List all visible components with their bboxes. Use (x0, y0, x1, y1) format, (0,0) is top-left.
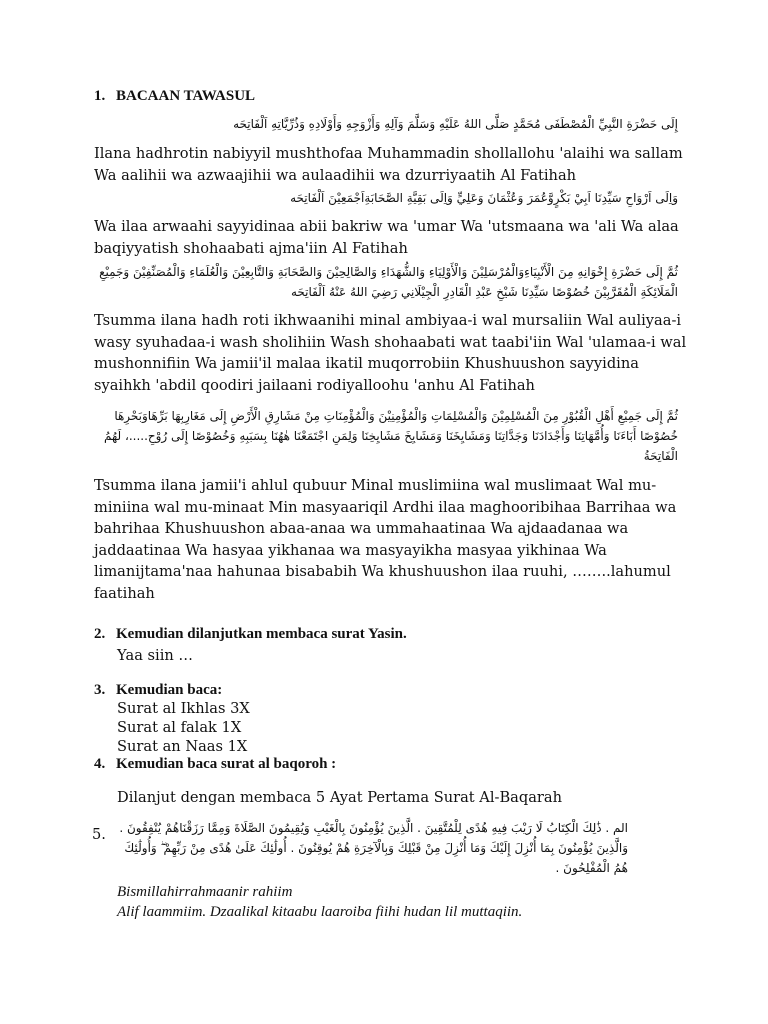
transliteration-block-4: Tsumma ilana jamii'i ahlul qubuur Minal muslimiina wal muslimaat Wal mu-miniina wal mu-minaat Min masyaariqil Ardhi ilaa maghooribihaa Barrihaa wa bahrihaa Khushuushon abaa-anaa wa ummahaatinaa Wa ajdaadanaa wa jaddaatinaa Wa hasyaa yikhanaa wa masyayikha masyaa yikhinaa Wa limanijtama'naa hahunaa bisababih Wa khushuushon ilaa ruuhi, ……..lahumul faatihah (94, 477, 677, 602)
italic-line-2: Alif laammiim. Dzaalikal kitaabu laaroiba fiihi hudan lil muttaqiin. (117, 904, 523, 920)
section-4-number: 4. (94, 756, 106, 772)
transliteration-block-2: Wa ilaa arwaahi sayyidinaa abii bakriw wa 'umar Wa 'utsmaana wa 'ali Wa alaa baqiyyatish shohaabati ajma'iin Al Fatihah (94, 218, 679, 257)
italic-line-1: Bismillahirrahmaanir rahiim (117, 884, 293, 900)
arabic-block-4: ثُمَّ إِلَى جَمِيْعِ أَهْلِ الْقُبُوْرِ مِنَ الْمُسْلِمِيْنَ وَالْمُسْلِمَاتِ وَالْمُؤْمِنِيْنَ وَالْمُؤْمِنَاتِ مِنْ مَشَارِقِ الْأَرْضِ إِلَى مَغَارِبِهَا بَرِّهَاوَبَحْرِهَا خُصُوْصًا أَبَاءَنَا وَأُمَّهَاتِنَا وَأَجْدَادَنَا وَجَدَّاتِنَا وَمَشَايِخَنَا وَمَشَايِخَ مَشَايِخِنَا وَلِمَنِ اجْتَمَعْنَا هٰهُنَا بِسَبَبِهِ وَخُصُوْصًا إِلَى رُوْحِ.....، لَهُمُ الْفَاتِحَةُ (103, 409, 678, 463)
transliteration-block-1: Ilana hadhrotin nabiyyil mushthofaa Muhammadin shollallohu 'alaihi wa sallam Wa aalihii wa azwaajihii wa aulaadihii wa dzurriyaatih Al Fatihah (94, 145, 683, 184)
section-1-heading (94, 88, 255, 105)
transliteration-block-3: Tsumma ilana hadh roti ikhwaanihi minal ambiyaa-i wal mursaliin Wal auliyaa-i wasy syuhadaa-i wash sholihiin Wash shohaabati wat taabi'iin Wal 'ulamaa-i wal mushonnifiin Wa jamii'il malaa ikatil muqorrobiin Khushuushon sayyidina syaihkh 'abdil qoodiri jailaani rodiyalloohu 'anhu Al Fatihah (94, 312, 687, 394)
list-item: Surat an Naas 1X (117, 738, 248, 755)
section-3-title: Kemudian baca: (116, 682, 223, 698)
section-2-number: 2. (94, 626, 106, 642)
list-item: Surat al Ikhlas 3X (117, 700, 250, 717)
arabic-block-3: ثُمَّ إِلَى حَضْرَةِ إِخْوَانِهِ مِنَ الْأَنْبِيَاءِوَالْمُرْسَلِيْنَ وَالْأَوْلِيَاءِ وَالشُّهَدَاءِ وَالصَّالِحِيْنَ وَالصَّحَابَةِ وَالتَّابِعِيْنَ وَالْعُلَمَاءِ وَالْمُصَنِّفِيْنَ وَجَمِيْعِ الْمَلَائِكَةِ الْمُقَرَّبِيْنَ خُصُوْصًا سَيِّدِنَا شَيْخِ عَبْدِ الْقَادِرِ الْجِيْلَانِي رَضِيَ اللهُ عَنْهُ اَلْفَاتِحَه (99, 265, 678, 299)
section-5-number: 5. (92, 826, 106, 843)
section-2-heading (94, 626, 407, 643)
section-1-number: 1. (94, 88, 106, 104)
section-2-title: Kemudian dilanjutkan membaca surat Yasin. (116, 626, 407, 642)
section-4-heading (94, 756, 336, 773)
section-2-sub: Yaa siin … (117, 647, 193, 664)
list-item: Surat al falak 1X (117, 719, 242, 736)
section-4-title: Kemudian baca surat al baqoroh : (116, 756, 337, 772)
arabic-block-2: وَاِلَى اَرْوَاحِ سَيِّدِنَا اَبِيْ بَكْرٍوَّعُمَرَ وَعُثْمَانَ وَعَلِيٍّ وَاِلَى بَقِيَّةِ الصَّحَابَةِاَجْمَعِيْنَ اَلْفَاتِحَه (290, 191, 678, 205)
section-3-heading (94, 682, 222, 699)
arabic-block-5: الم . ذَٰلِكَ الْكِتَابُ لَا رَيْبَ فِيهِ هُدًى لِلْمُتَّقِينَ . الَّذِينَ يُؤْمِنُونَ بِالْغَيْبِ وَيُقِيمُونَ الصَّلَاةَ وَمِمَّا رَزَقْنَاهُمْ يُنْفِقُونَ . وَالَّذِينَ يُؤْمِنُونَ بِمَا أُنْزِلَ إِلَيْكَ وَمَا أُنْزِلَ مِنْ قَبْلِكَ وَبِالْآخِرَةِ هُمْ يُوقِنُونَ . أُولَٰئِكَ عَلَىٰ هُدًى مِنْ رَبِّهِمْ ۖ وَأُولَٰئِكَ هُمُ الْمُفْلِحُونَ . (119, 821, 628, 875)
section-4-sub: Dilanjut dengan membaca 5 Ayat Pertama Surat Al-Baqarah (117, 789, 562, 806)
section-1-title: BACAAN TAWASUL (116, 88, 256, 104)
section-3-number: 3. (94, 682, 106, 698)
arabic-block-1: إِلَى حَضْرَةِ النَّبِيِّ الْمُصْطَفَى مُحَمَّدٍ صَلَّى اللهُ عَلَيْهِ وَسَلَّمَ وَآلِهِ وَأَزْوَجِهِ وَأَوْلَادِهِ وَذُرِّيَّاتِهِ اَلْفَاتِحَه (233, 117, 678, 131)
